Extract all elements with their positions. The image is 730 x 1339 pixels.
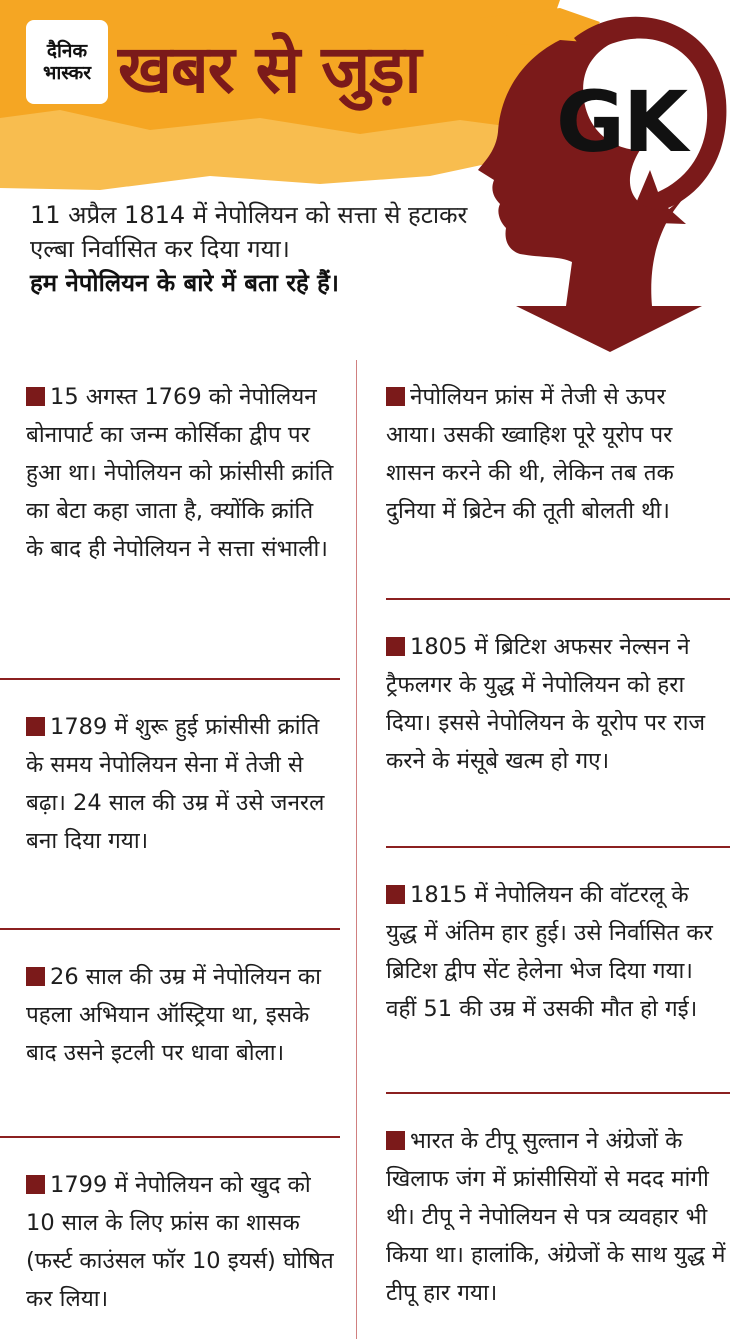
fact-text: 15 अगस्त 1769 को नेपोलियन बोनापार्ट का जन्म कोर्सिका द्वीप पर हुआ था। नेपोलियन को फ्रांसीसी क्रांति का बेटा कहा जाता है, क्योंकि क्रांति के बाद ही नेपोलियन ने सत्ता संभाली। <box>26 384 334 562</box>
fact-text: 26 साल की उम्र में नेपोलियन का पहला अभियान ऑस्ट्रिया था, इसके बाद उसने इटली पर धावा बोला। <box>26 964 322 1066</box>
divider <box>0 1136 340 1138</box>
fact-text: भारत के टीपू सुल्तान ने अंग्रेजों के खिलाफ जंग में फ्रांसीसियों से मदद मांगी थी। टीपू ने नेपोलियन से पत्र व्यवहार भी किया था। हालांकि, अंग्रेजों के साथ युद्ध में टीपू हार गया। <box>386 1128 726 1306</box>
logo-text-line1: दैनिक <box>46 40 88 62</box>
bullet-square-icon <box>386 637 405 656</box>
banner-title: खबर से जुड़ा <box>118 31 421 108</box>
divider <box>386 846 730 848</box>
fact-text: 1805 में ब्रिटिश अफसर नेल्सन ने ट्रैफलगर के युद्ध में नेपोलियन को हरा दिया। इससे नेपोलियन के यूरोप पर राज करने के मंसूबे खत्म हो गए। <box>386 634 706 774</box>
fact-card-right-4 <box>386 1122 726 1312</box>
bullet-square-icon <box>386 1131 405 1150</box>
bullet-square-icon <box>26 387 45 406</box>
fact-text: 1799 में नेपोलियन को खुद को 10 साल के लिए फ्रांस का शासक (फर्स्ट काउंसल फॉर 10 इयर्स) घोषित कर लिया। <box>26 1172 334 1312</box>
bullet-square-icon <box>386 885 405 904</box>
fact-text: 1789 में शुरू हुई फ्रांसीसी क्रांति के समय नेपोलियन सेना में तेजी से बढ़ा। 24 साल की उम्र में उसे जनरल बना दिया गया। <box>26 714 325 854</box>
fact-card-left-2 <box>26 708 326 860</box>
fact-card-left-1 <box>26 378 336 568</box>
intro-text <box>30 198 500 300</box>
column-separator <box>356 360 357 1339</box>
bullet-square-icon <box>26 967 45 986</box>
bullet-square-icon <box>26 717 45 736</box>
divider <box>386 598 730 600</box>
divider <box>386 1092 730 1094</box>
gk-badge: GK <box>556 73 687 171</box>
fact-card-left-3 <box>26 958 338 1072</box>
intro-line-1: 11 अप्रैल 1814 में नेपोलियन को सत्ता से हटाकर एल्बा निर्वासित कर दिया गया। <box>30 201 468 263</box>
fact-card-left-4 <box>26 1166 336 1318</box>
intro-line-2: हम नेपोलियन के बारे में बता रहे हैं। <box>30 269 339 297</box>
fact-text: नेपोलियन फ्रांस में तेजी से ऊपर आया। उसकी ख्वाहिश पूरे यूरोप पर शासन करने की थी, लेकिन तब तक दुनिया में ब्रिटेन की तूती बोलती थी। <box>386 384 674 524</box>
bullet-square-icon <box>386 387 405 406</box>
divider <box>0 928 340 930</box>
logo-text-line2: भास्कर <box>42 62 92 84</box>
fact-card-right-1 <box>386 378 718 530</box>
fact-text: 1815 में नेपोलियन की वॉटरलू के युद्ध में अंतिम हार हुई। उसे निर्वासित कर ब्रिटिश द्वीप सेंट हेलेना भेज दिया गया। वहीं 51 की उम्र में उसकी मौत हो गई। <box>386 882 713 1022</box>
fact-card-right-3 <box>386 876 720 1028</box>
fact-card-right-2 <box>386 628 706 780</box>
dainik-bhaskar-logo <box>26 20 108 104</box>
bullet-square-icon <box>26 1175 45 1194</box>
divider <box>0 678 340 680</box>
